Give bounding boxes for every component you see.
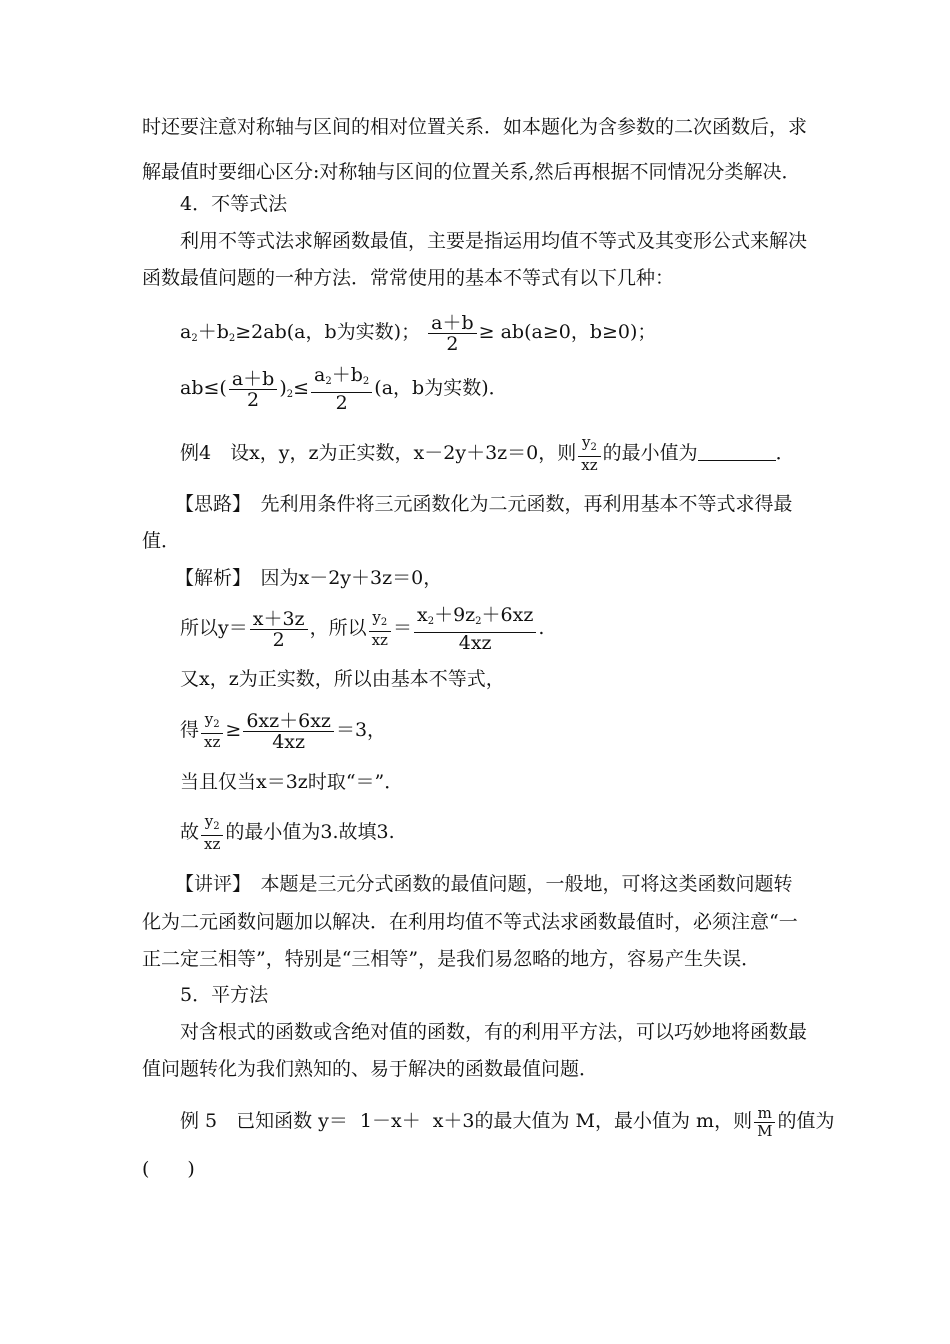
text-line: 【思路】 先利用条件将三元函数化为二元函数，再利用基本不等式求得最 (175, 493, 793, 515)
example-5 (180, 1096, 834, 1146)
fraction-numerator: a＋b (428, 313, 477, 334)
text-line: 当且仅当x＝3z时取“＝”． (180, 771, 404, 793)
fraction (201, 711, 223, 751)
fraction-numerator: $x_2+9z_2+6xz$ (414, 605, 536, 633)
fraction-denominator: 4xz (272, 730, 306, 753)
fraction (754, 1105, 775, 1140)
fraction (311, 365, 372, 413)
formula-text: ≥ (225, 719, 242, 741)
text-line: 又x，z为正实数，所以由基本不等式， (180, 668, 505, 690)
formula-text: 的最小值为3.故填3. (225, 821, 395, 843)
text-line: 函数最值问题的一种方法．常常使用的基本不等式有以下几种： (142, 267, 675, 289)
fraction-denominator: xz (581, 456, 598, 474)
superscript: 2 (191, 333, 198, 344)
fraction (243, 711, 334, 752)
fraction-denominator: xz (371, 631, 388, 649)
example-text: 的最小值为 (602, 442, 698, 464)
text-line: 对含根式的函数或含绝对值的函数，有的利用平方法，可以巧妙地将函数最 (180, 1021, 808, 1043)
fraction-numerator: $y_2$ (201, 813, 223, 836)
formula-line (180, 804, 395, 860)
fraction-denominator: 4xz (458, 632, 492, 654)
example-text: ． (775, 442, 795, 464)
fraction-denominator: 2 (335, 392, 348, 414)
example-text: 的值为 (777, 1110, 835, 1132)
answer-blank (698, 444, 776, 461)
text-line: 时还要注意对称轴与区间的相对位置关系．如本题化为含参数的二次函数后，求 (142, 116, 808, 138)
formula-text: 得 (180, 719, 200, 741)
formula-line (180, 600, 544, 656)
formula-text: ，所以 (309, 617, 367, 639)
formula-text: ＝3， (335, 719, 387, 741)
formula-text: 所以y＝ (180, 617, 248, 639)
fraction-denominator: 2 (247, 388, 260, 411)
fraction-numerator: a＋b (229, 369, 278, 390)
formula-text: ab≤( (180, 377, 227, 399)
fraction-numerator: 6xz＋6xz (243, 711, 334, 732)
example-text: 例 5 已知函数 y＝ (180, 1110, 348, 1132)
fraction-numerator: $a_2+b_2$ (311, 365, 372, 393)
formula-text: ) (279, 377, 287, 399)
fraction-numerator: m (754, 1105, 775, 1123)
superscript: 2 (286, 389, 294, 400)
text-line: 正二定三相等”，特别是“三相等”，是我们易忽略的地方，容易产生失误． (142, 948, 761, 970)
fraction-denominator: xz (204, 835, 221, 853)
formula-text: . (538, 617, 545, 639)
text-line: 解最值时要细心区分:对称轴与区间的位置关系,然后再根据不同情况分类解决． (142, 161, 801, 183)
formula-text: a (180, 321, 192, 343)
formula-text: (a，b为实数)． (374, 377, 508, 399)
text-line: 化为二元函数问题加以解决．在利用均值不等式法求函数最值时，必须注意“一 (142, 911, 798, 933)
text-line: 值问题转化为我们熟知的、易于解决的函数最值问题． (142, 1058, 599, 1080)
formula-line (180, 702, 386, 758)
formula-line (180, 358, 508, 425)
example-4 (180, 428, 795, 478)
fraction (369, 609, 391, 649)
fraction-denominator: xz (204, 733, 221, 751)
fraction-denominator: M (757, 1121, 773, 1140)
fraction (428, 313, 477, 354)
section-heading: 5．平方法 (180, 984, 269, 1006)
text-line: 【讲评】 本题是三元分式函数的最值问题，一般地，可将这类函数问题转 (175, 873, 793, 895)
formula-text: ≥ ab(a≥0，b≥0)； (478, 321, 657, 343)
text-line: 利用不等式法求解函数最值，主要是指运用均值不等式及其变形公式来解决 (180, 230, 808, 252)
formula-text: ≥2ab(a，b为实数)； (235, 321, 421, 343)
formula-text: ＝ (392, 617, 412, 639)
example-text: 例4 设x，y，z为正实数，x－2y＋3z＝0，则 (180, 442, 577, 464)
formula-text: ≤ (293, 377, 310, 399)
text-line: 值． (142, 530, 181, 552)
text-line: 【解析】 因为x－2y＋3z＝0， (175, 567, 443, 589)
answer-parentheses: ( ) (142, 1158, 195, 1180)
superscript: 2 (228, 333, 236, 344)
fraction (229, 369, 278, 410)
fraction (250, 609, 308, 650)
formula-text: ＋b (197, 321, 229, 343)
fraction-numerator: $y_2$ (201, 711, 223, 734)
fraction-numerator: x＋3z (250, 609, 308, 630)
fraction-denominator: 2 (272, 628, 285, 651)
fraction (578, 434, 600, 474)
fraction-denominator: 2 (446, 332, 459, 355)
fraction-numerator: $y_2$ (369, 609, 391, 632)
formula-text: 故 (180, 821, 200, 843)
section-heading: 4．不等式法 (180, 193, 288, 215)
fraction (414, 605, 536, 653)
example-text: x＋3的最大值为 M，最小值为 m，则 (432, 1110, 753, 1132)
fraction-numerator: $y_2$ (578, 434, 600, 457)
fraction (201, 813, 223, 853)
example-text: 1－x＋ (359, 1110, 421, 1132)
